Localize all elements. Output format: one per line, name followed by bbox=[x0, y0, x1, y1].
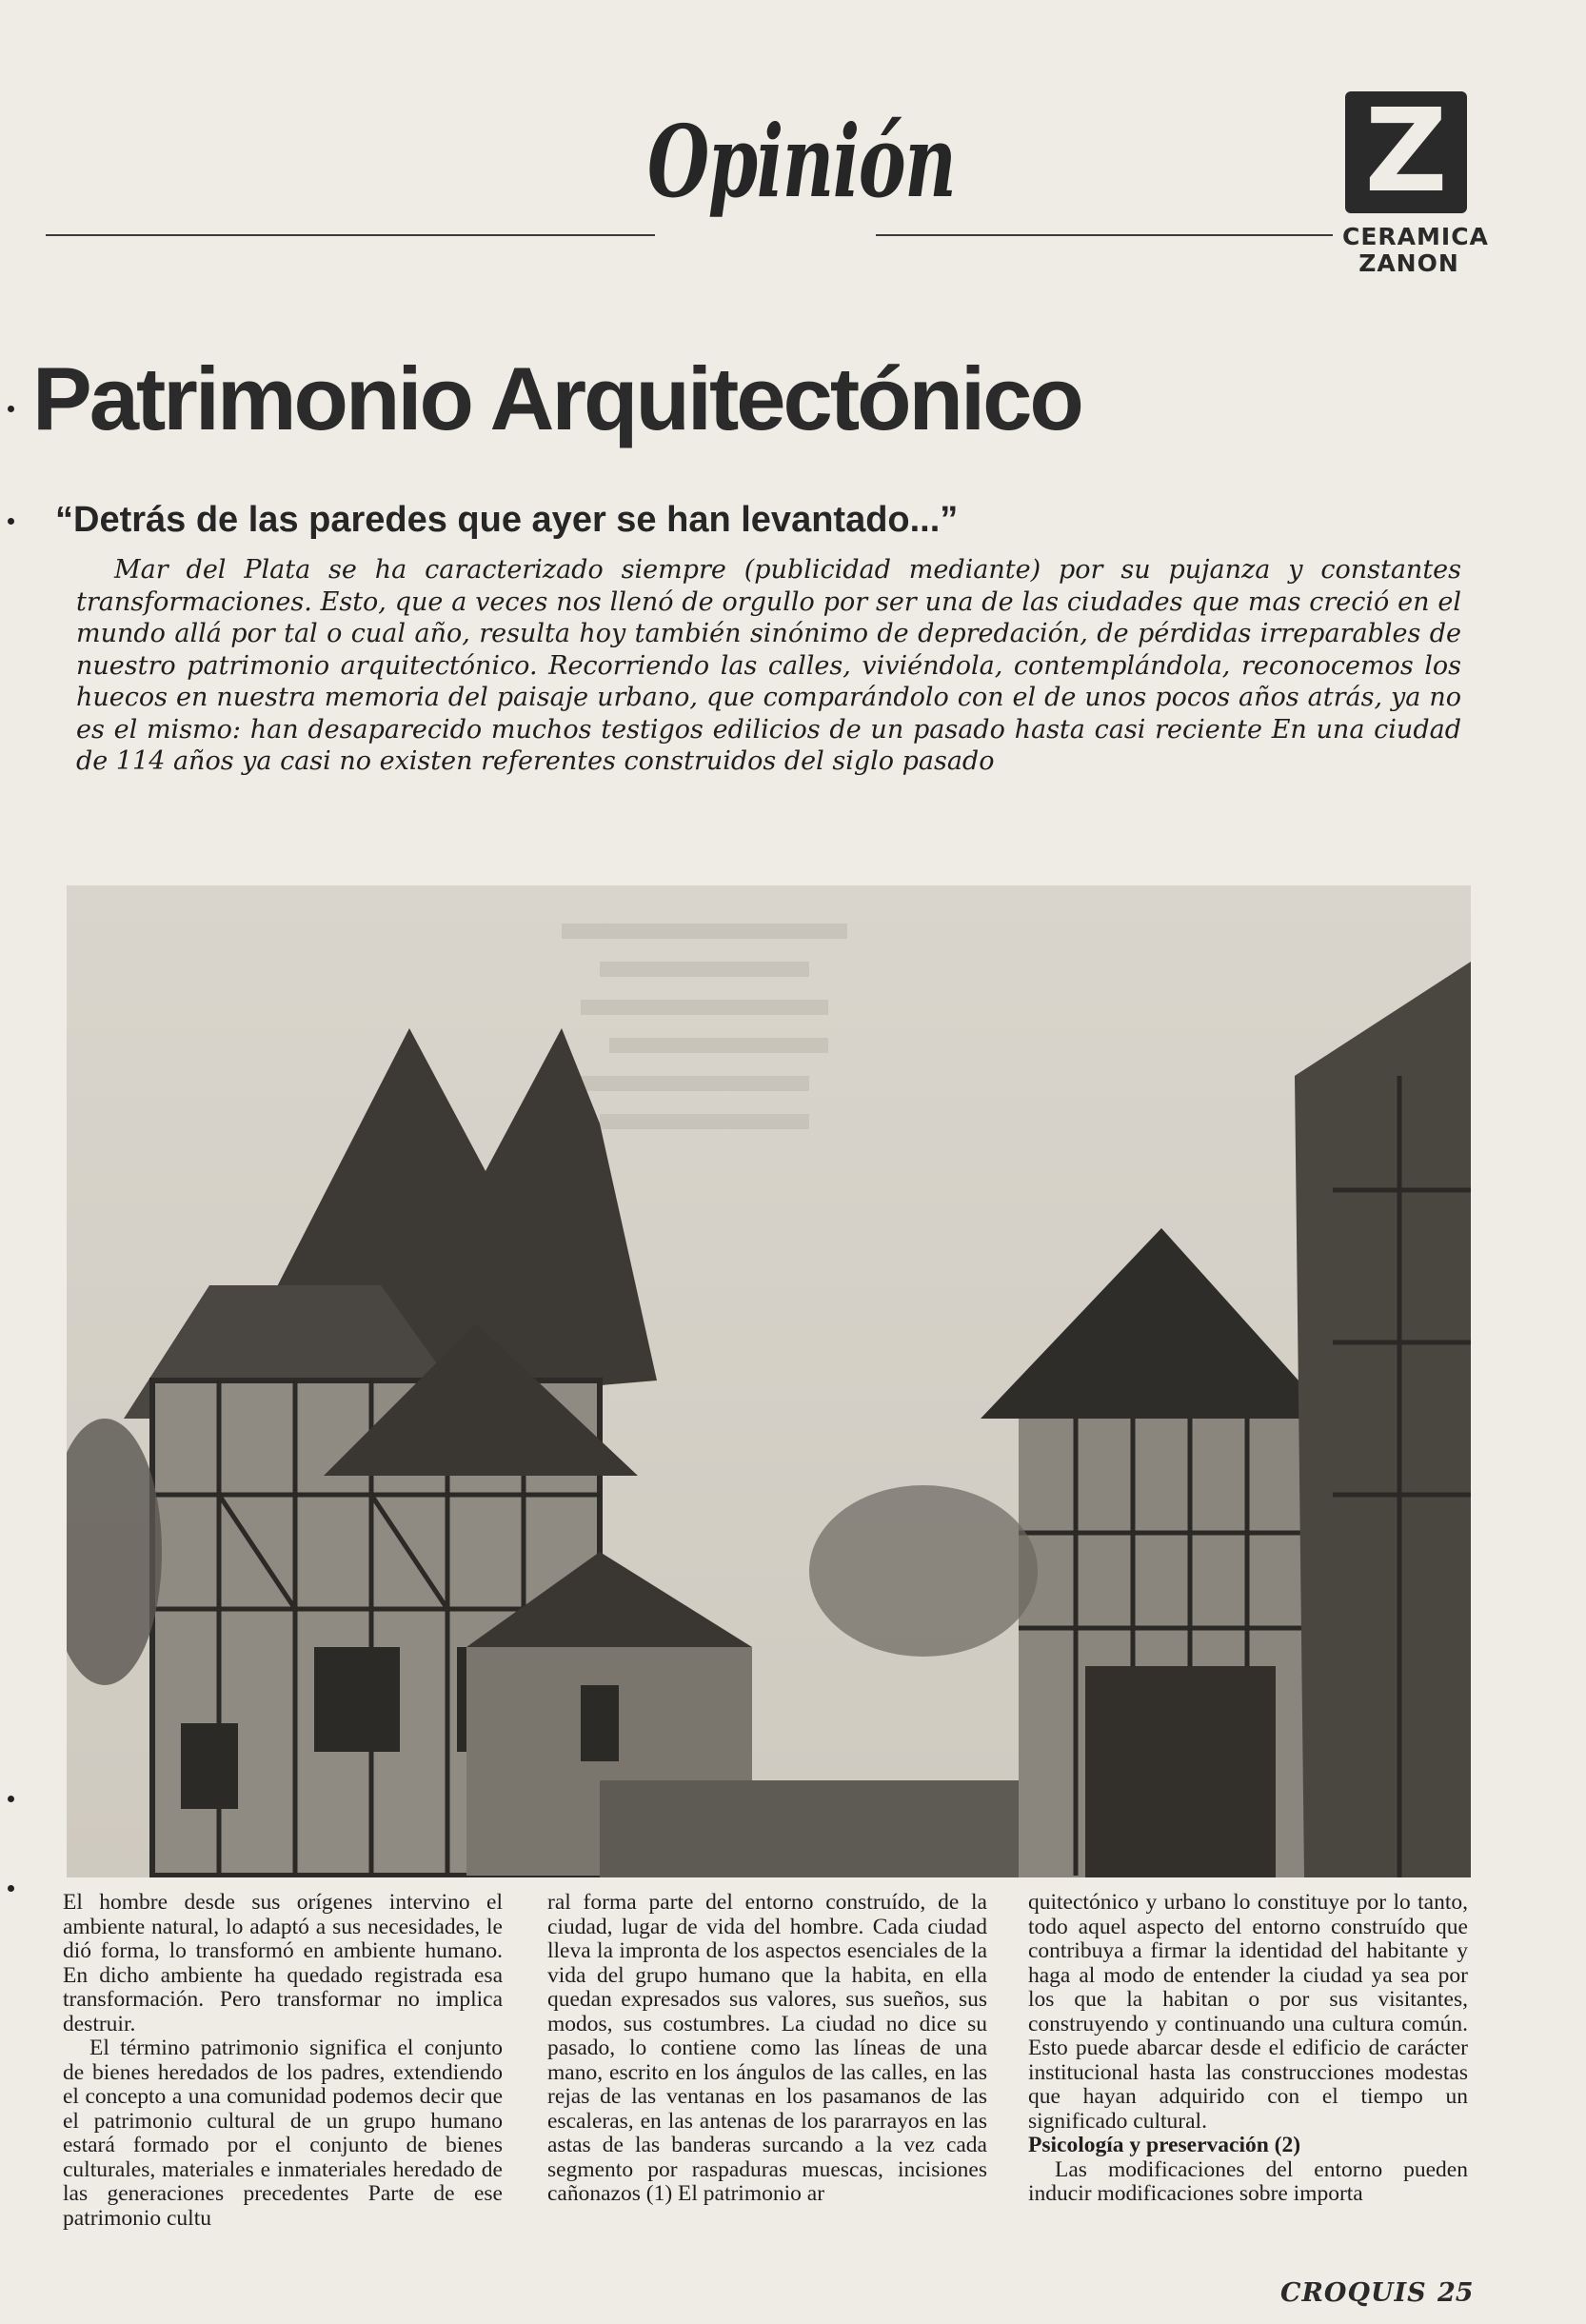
article-headline: Patrimonio Arquitectónico bbox=[32, 348, 1081, 448]
magazine-name: CROQUIS bbox=[1280, 2278, 1427, 2308]
paragraph: ral forma parte del entorno construído, de la ciudad, lugar de vida del hombre. Cada ciudad lleva la impronta de los aspectos esenciales de la vida del grupo humano que la habita, en ella quedan expresados sus valores, sus sueños, sus modos, sus costumbres. La ciudad no dice su pasado, lo contiene como las líneas de una mano, escrito en los ángulos de las calles, en las rejas de las ventanas en los pasamanos de las escaleras, en las antenas de los pararrayos en las astas de las banderas surcando a la vez cada segmento por raspaduras muescas, incisiones cañonazos (1) El patrimonio ar bbox=[547, 1890, 987, 2206]
binder-hole bbox=[8, 406, 14, 412]
binder-hole bbox=[8, 518, 14, 525]
paragraph: El hombre desde sus orígenes intervino el ambiente natural, lo adaptó a sus necesidades, le dió forma, lo transformó en ambiente humano. En dicho ambiente ha quedado registrada esa transformación. Pero transformar no implica destruir. bbox=[63, 1890, 503, 2036]
logo-line-2: ZANON bbox=[1358, 249, 1459, 277]
lead-paragraph: Mar del Plata se ha caracterizado siempre (publicidad mediante) por su pujanza y constantes transformaciones. Esto, que a veces nos llenó de orgullo por ser una de las ciudades que mas creció en el mundo allá por tal o cual año, resulta hoy también sinónimo de depredación, de pérdidas irreparables de nuestro patrimonio arquitectónico. Recorriendo las calles, viviéndola, contemplándola, reconocemos los huecos en nuestra memoria del paisaje urbano, que comparándolo con el de unos pocos años atrás, ya no es el mismo: han desaparecido muchos testigos edilicios de un pasado hasta casi reciente En una ciudad de 114 años ya casi no existen referentes construidos del siglo pasado bbox=[76, 555, 1461, 776]
binder-hole bbox=[8, 1796, 14, 1802]
article-subhead: “Detrás de las paredes que ayer se han levantado...” bbox=[55, 500, 959, 540]
body-column-2 bbox=[547, 1891, 987, 2207]
paragraph: Las modificaciones del entorno pueden inducir modificaciones sobre importa bbox=[1028, 2156, 1468, 2206]
page-number: 25 bbox=[1437, 2278, 1474, 2308]
header-rule-left bbox=[46, 234, 655, 236]
z-logo-icon: Z bbox=[1364, 86, 1448, 218]
binder-hole bbox=[8, 1885, 14, 1892]
paragraph: quitectónico y urbano lo constituye por lo tanto, todo aquel aspecto del entorno construído que contribuya a firmar la identidad del habitante y haga al modo de entender la ciudad ya sea por los que la habitan o por sus visitantes, construyendo y continuando una cultura común. Esto puede abarcar desde el edificio de carácter institucional hasta las construcciones modestas que hayan adquirido con el tiempo un significado cultural. bbox=[1028, 1890, 1468, 2134]
article-lead bbox=[76, 554, 1461, 778]
historic-houses-photo bbox=[67, 885, 1471, 1877]
paragraph: El término patrimonio significa el conjunto de bienes heredados de los padres, extendiendo el concepto a una comunidad podemos decir que el patrimonio cultural de un grupo humano estará formado por el conjunto de bienes culturales, materiales e inmateriales heredado de las generaciones precedentes Parte de ese patrimonio cultu bbox=[63, 2036, 503, 2231]
header-rule-right bbox=[876, 234, 1333, 236]
body-column-3 bbox=[1028, 1891, 1468, 2207]
section-title: Opinión bbox=[647, 103, 956, 220]
body-column-1 bbox=[63, 1891, 503, 2231]
photo-illustration bbox=[67, 885, 1471, 1877]
logo-line-1: CERAMICA bbox=[1342, 223, 1489, 250]
section-subheading: Psicología y preservación (2) bbox=[1028, 2133, 1301, 2157]
